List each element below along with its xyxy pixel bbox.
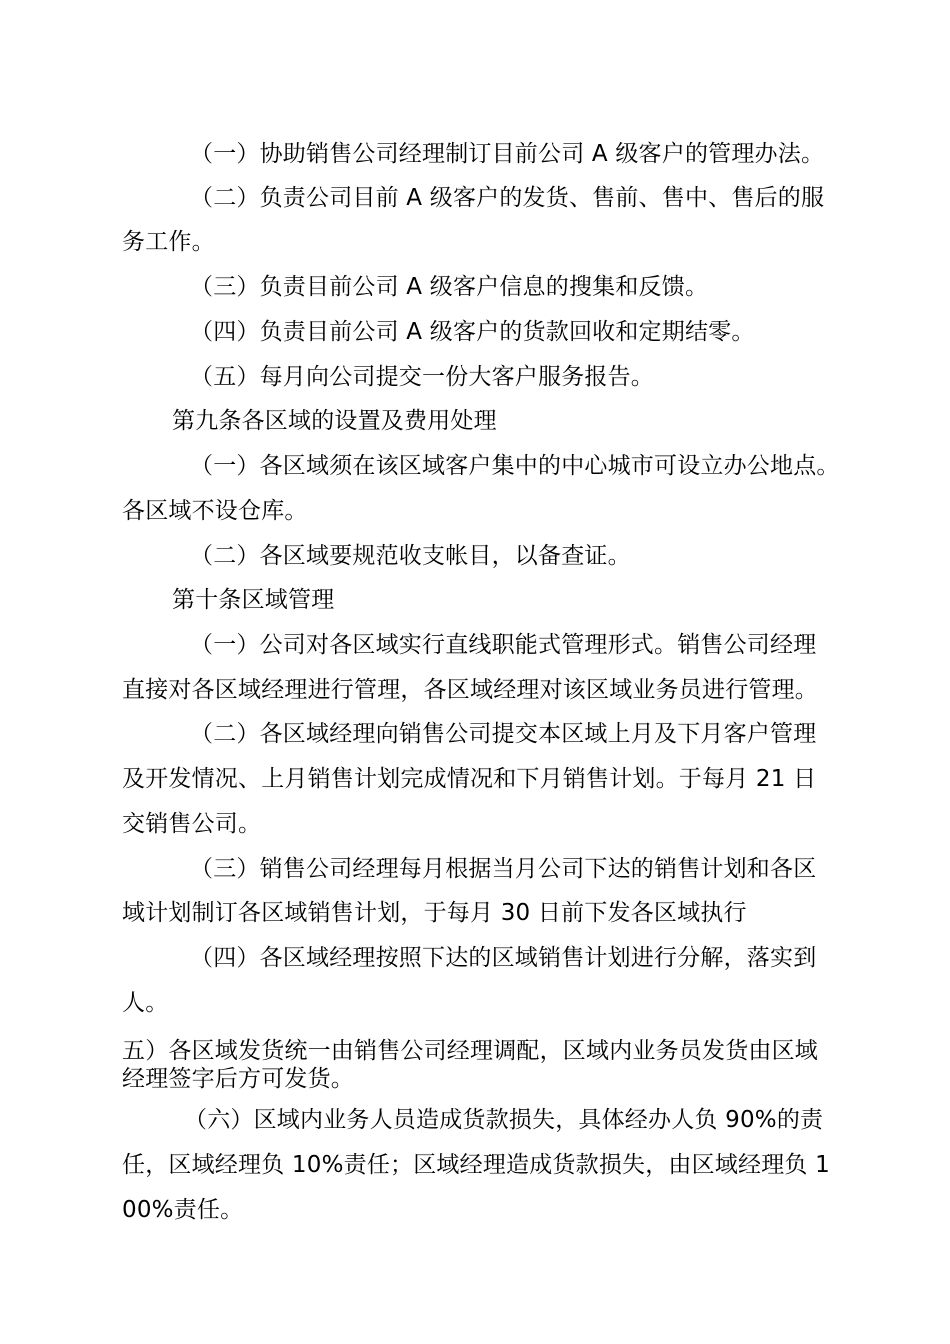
paragraph-line: （四）负责目前公司 A 级客户的货款回收和定期结零。 — [190, 319, 755, 345]
paragraph-line: 交销售公司。 — [122, 811, 262, 837]
section-heading: 第十条区域管理 — [172, 587, 335, 613]
paragraph-line: 00%责任。 — [122, 1197, 244, 1223]
paragraph-line: 经理签字后方可发货。 — [122, 1066, 354, 1092]
paragraph-line: （二）负责公司目前 A 级客户的发货、售前、售中、售后的服 — [190, 185, 825, 211]
paragraph-line: （三）负责目前公司 A 级客户信息的搜集和反馈。 — [190, 274, 709, 300]
paragraph-line: （三）销售公司经理每月根据当月公司下达的销售计划和各区 — [190, 856, 817, 882]
paragraph-line: 人。 — [122, 990, 169, 1016]
paragraph-line: 域计划制订各区域销售计划，于每月 30 日前下发各区域执行 — [122, 900, 747, 926]
paragraph-line: 任，区域经理负 10%责任；区域经理造成货款损失，由区域经理负 1 — [122, 1152, 830, 1178]
paragraph-line: 及开发情况、上月销售计划完成情况和下月销售计划。于每月 21 日 — [122, 766, 817, 792]
paragraph-line: （五）每月向公司提交一份大客户服务报告。 — [190, 364, 654, 390]
paragraph-line: 务工作。 — [122, 229, 215, 255]
paragraph-line: （四）各区域经理按照下达的区域销售计划进行分解，落实到 — [190, 945, 817, 971]
paragraph-line: 各区域不设仓库。 — [122, 498, 308, 524]
paragraph-line: 直接对各区域经理进行管理，各区域经理对该区域业务员进行管理。 — [122, 677, 818, 703]
paragraph-line: （二）各区域经理向销售公司提交本区域上月及下月客户管理 — [190, 721, 817, 747]
paragraph-line: （一）公司对各区域实行直线职能式管理形式。销售公司经理 — [190, 632, 817, 658]
paragraph-line: （一）协助销售公司经理制订目前公司 A 级客户的管理办法。 — [190, 141, 825, 167]
paragraph-line: （六）区域内业务人员造成货款损失，具体经办人负 90%的责 — [184, 1107, 824, 1133]
section-heading: 第九条各区域的设置及费用处理 — [172, 408, 497, 434]
paragraph-line: 五）各区域发货统一由销售公司经理调配，区域内业务员发货由区域 — [122, 1038, 818, 1064]
paragraph-line: （二）各区域要规范收支帐目，以备查证。 — [190, 543, 631, 569]
paragraph-line: （一）各区域须在该区域客户集中的中心城市可设立办公地点。 — [190, 453, 840, 479]
